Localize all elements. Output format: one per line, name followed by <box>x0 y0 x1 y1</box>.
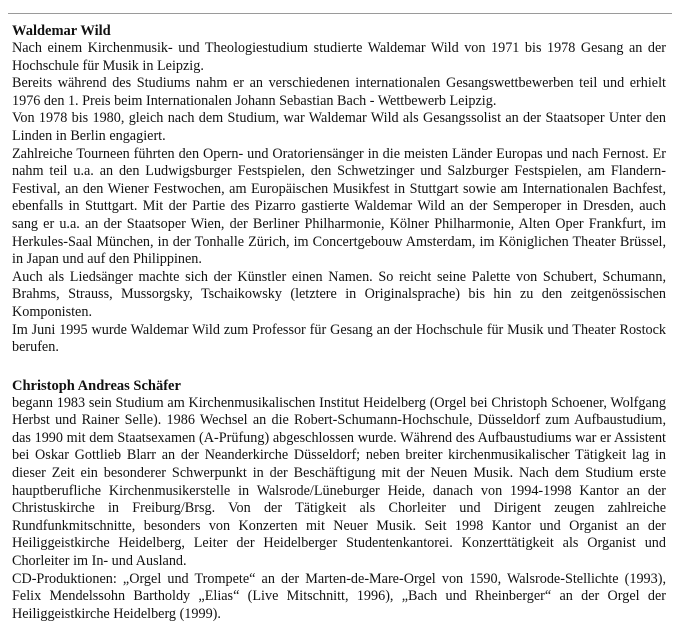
bio-waldemar-wild <box>12 22 666 357</box>
bio-paragraph: Zahlreiche Tourneen führten den Opern- und Oratoriensänger in die meisten Länder Europas und nach Fernost. Er nahm teil u.a. an den Ludwigsburger Festspielen, den Schwetzinger und Salzburger Festspielen, am Flandern-Festival, an den Wiener Festwochen, am Europäischen Musikfest in Stuttgart sowie am Internationalen Bachfest, ebenfalls in Stuttgart. Mit der Partie des Pizarro gastierte Waldemar Wild an der Semperoper in Dresden, auch sang er u.a. an der Staatsoper Wien, der Berliner Philharmonie, Kölner Philharmonie, Alten Oper Frankfurt, im Herkules-Saal München, in der Tonhalle Zürich, im Concertgebouw Amsterdam, im Königlichen Theater Brüssel, in Japan und auf den Philippinen. <box>12 145 666 268</box>
bio-paragraph: Im Juni 1995 wurde Waldemar Wild zum Professor für Gesang an der Hochschule für Musik und Theater Rostock berufen. <box>12 321 666 356</box>
bio-paragraph: Auch als Liedsänger machte sich der Künstler einen Namen. So reicht seine Palette von Schubert, Schumann, Brahms, Strauss, Mussorgsky, Tschaikowsky (letztere in Originalsprache) bis hin zu den zeitgenössischen Komponisten. <box>12 268 666 320</box>
top-divider <box>8 13 672 14</box>
bio-christoph-andreas-schaefer <box>12 377 666 624</box>
bio-name: Christoph Andreas Schäfer <box>12 377 181 394</box>
bio-paragraph: begann 1983 sein Studium am Kirchenmusikalischen Institut Heidelberg (Orgel bei Christoph Schoener, Wolfgang Herbst und Rainer Selle). 1986 Wechsel an die Robert-Schumann-Hochschule, Düsseldorf zum Aufbaustudium, das 1990 mit dem Staatsexamen (A-Prüfung) abgeschlossen wurde. Während des Aufbaustudiums war er Assistent bei Oskar Gottlieb Blarr an der Neanderkirche Düsseldorf; neben breiter kirchenmusikalischer Tätigkeit lag in dieser Zeit ein besonderer Schwerpunkt in der Beschäftigung mit der Neuen Musik. Nach dem Studium erste hauptberufliche Kirchenmusikerstelle in Walsrode/Lüneburger Heide, danach von 1994-1998 Kantor an der Christuskirche in Freiburg/Brsg. Von der Tätigkeit als Chorleiter und Dirigent zeugen zahlreiche Rundfunkmitschnitte, besonders von Konzerten mit Neuer Musik. Seit 1998 Kantor und Organist an der Heiliggeistkirche Heidelberg, Leiter der Heidelberger Studentenkantorei. Konzerttätigkeit als Organist und Chorleiter im In- und Ausland. <box>12 394 666 570</box>
bio-paragraph: Nach einem Kirchenmusik- und Theologiestudium studierte Waldemar Wild von 1971 bis 1978 Gesang an der Hochschule für Musik in Leipzig. <box>12 40 666 74</box>
document-page <box>12 22 666 643</box>
bio-paragraph: Von 1978 bis 1980, gleich nach dem Studium, war Waldemar Wild als Gesangssolist an der Staatsoper Unter den Linden in Berlin engagiert. <box>12 110 666 144</box>
bio-paragraph: Bereits während des Studiums nahm er an verschiedenen internationalen Gesangswettbewerben teil und erhielt 1976 den 1. Preis beim Internationalen Johann Sebastian Bach - Wettbewerb Leipzig. <box>12 75 666 109</box>
bio-paragraph: CD-Produktionen: „Orgel und Trompete“ an der Marten-de-Mare-Orgel von 1590, Walsrode-Stellichte (1993), Felix Mendelssohn Bartholdy „Elias“ (Live Mitschnitt, 1996), „Bach und Rheinberger“ an der Orgel der Heiliggeistkirche Heidelberg (1999). <box>12 570 666 622</box>
bio-name: Waldemar Wild <box>12 23 111 39</box>
